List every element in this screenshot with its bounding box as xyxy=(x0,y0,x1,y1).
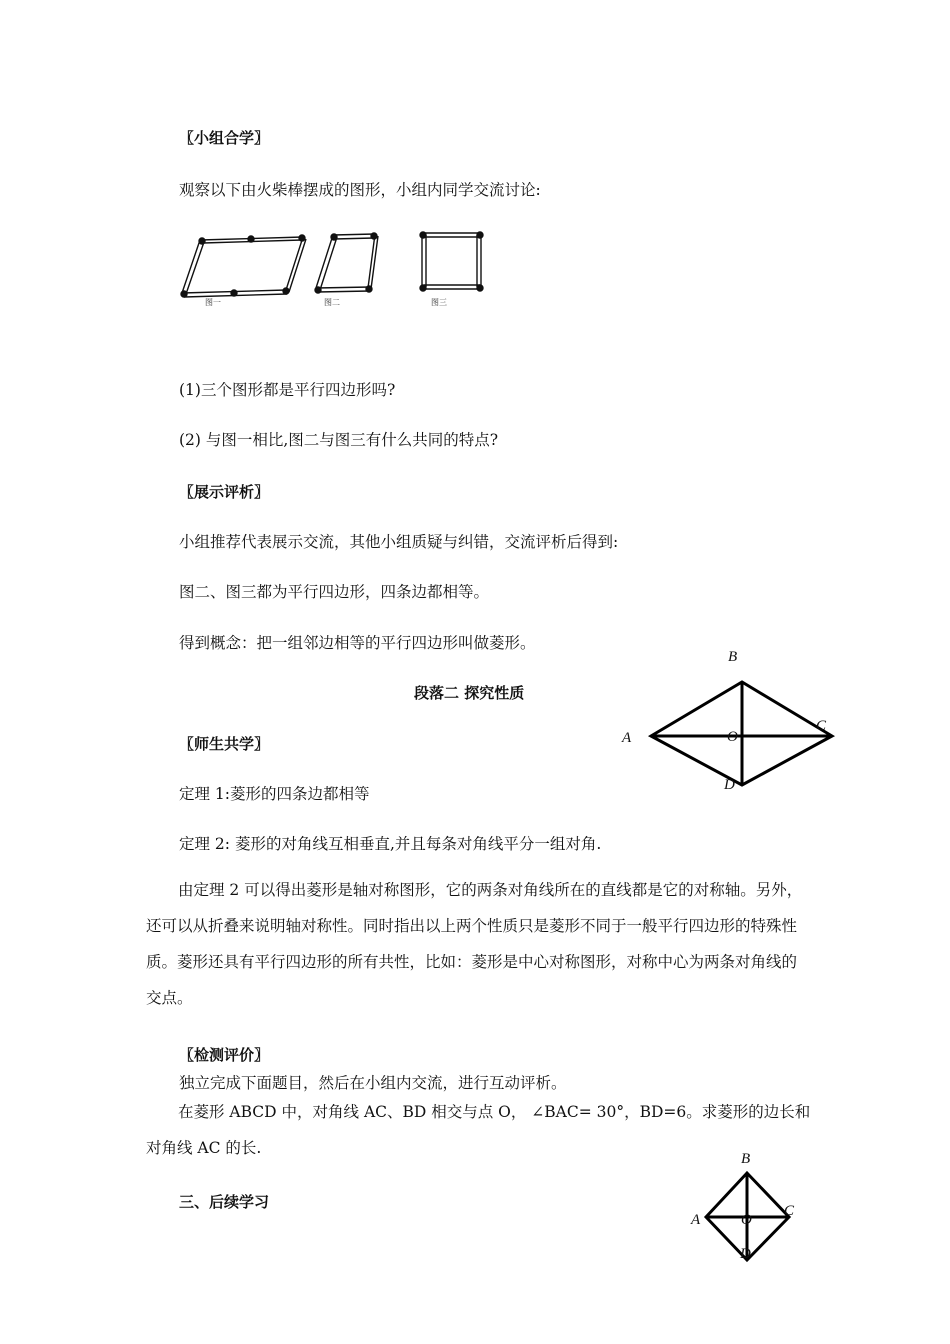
label-c-1: C xyxy=(816,718,827,734)
label-o-1: O xyxy=(727,729,738,745)
label-o-2: O xyxy=(741,1212,752,1228)
heading-test-evaluate: 〖检测评价〗 xyxy=(179,1046,270,1064)
concept-definition: 得到概念：把一组邻边相等的平行四边形叫做菱形。 xyxy=(179,634,536,652)
label-a-1: A xyxy=(622,730,632,746)
label-c-2: C xyxy=(784,1203,795,1219)
label-d-2: D xyxy=(740,1246,751,1262)
theorem-explanation-text: 由定理 2 可以得出菱形是轴对称图形，它的两条对角线所在的直线都是它的对称轴。另外，还可以从折叠来说明轴对称性。同时指出以上两个性质只是菱形不同于一般平行四边形的特殊性质。菱形还具有平行四边形的所有共性，比如：菱形是中心对称图形，对称中心为两条对角线的交点。 xyxy=(146,881,803,1007)
theorem-explanation xyxy=(146,872,811,1016)
heading-follow-up: 三、后续学习 xyxy=(179,1193,270,1211)
heading-teacher-student: 〖师生共学〗 xyxy=(179,735,270,753)
heading-show-evaluate: 〖展示评析〗 xyxy=(179,483,270,501)
show-line-1: 小组推荐代表展示交流，其他小组质疑与纠错，交流评析后得到: xyxy=(179,533,619,551)
part2-title: 段落二 探究性质 xyxy=(414,684,525,702)
matchstick-figure-3 xyxy=(420,232,483,291)
matchstick-figure-1 xyxy=(181,235,306,297)
question-2: (2) 与图一相比,图二与图三有什么共同的特点? xyxy=(179,431,499,449)
label-a-2: A xyxy=(691,1212,701,1228)
label-b-2: B xyxy=(741,1151,751,1167)
figure-3-caption: 图三 xyxy=(431,298,447,307)
intro-text: 观察以下由火柴棒摆成的图形，小组内同学交流讨论: xyxy=(179,181,541,199)
heading-group-study: 〖小组合学〗 xyxy=(179,129,270,147)
matchstick-figure-2 xyxy=(315,233,378,293)
test-instruction: 独立完成下面题目，然后在小组内交流，进行互动评析。 xyxy=(179,1074,567,1092)
problem xyxy=(146,1094,811,1166)
figure-1-caption: 图一 xyxy=(205,298,221,307)
problem-text: 在菱形 ABCD 中，对角线 AC、BD 相交与点 O， ∠BAC= 30°，BD=6。求菱形的边长和对角线 AC 的长. xyxy=(146,1103,811,1157)
question-1: (1)三个图形都是平行四边形吗? xyxy=(179,381,396,399)
label-b-1: B xyxy=(728,649,738,665)
label-d-1: D xyxy=(724,777,735,793)
figure-2-caption: 图二 xyxy=(324,298,340,307)
theorem-1: 定理 1:菱形的四条边都相等 xyxy=(179,785,370,803)
theorem-2: 定理 2: 菱形的对角线互相垂直,并且每条对角线平分一组对角. xyxy=(179,835,602,853)
show-line-2: 图二、图三都为平行四边形，四条边都相等。 xyxy=(179,583,490,601)
rhombus-diagram-1 xyxy=(651,682,832,785)
